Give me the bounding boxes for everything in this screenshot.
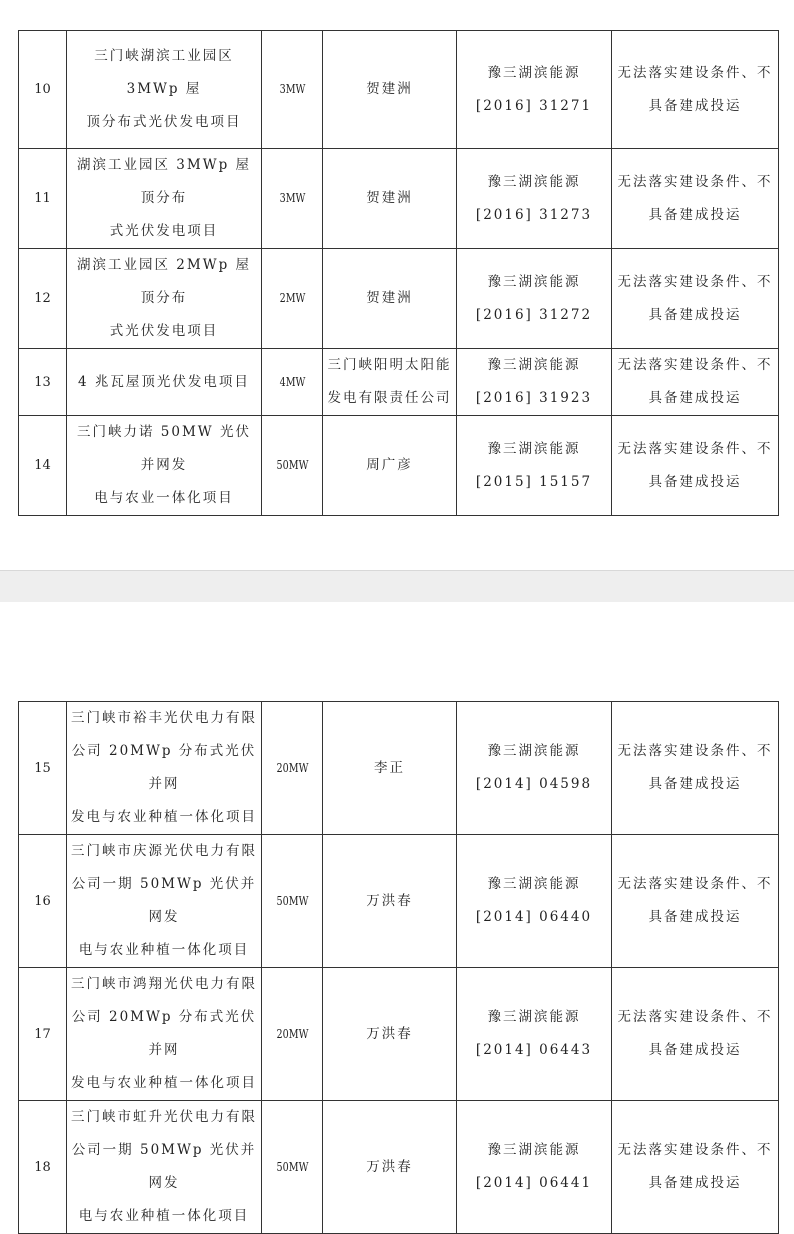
capacity-cell: 3MW <box>268 31 317 149</box>
capacity-cell: 50MW <box>268 1101 317 1234</box>
table-row <box>19 149 779 249</box>
table-row <box>19 835 779 968</box>
project-table-page-2 <box>18 701 779 1234</box>
table-row <box>19 349 779 416</box>
owner-cell: 周广彦 <box>323 416 457 516</box>
table-row <box>19 968 779 1101</box>
revocation-reason-cell: 无法落实建设条件、不 具备建成投运 <box>612 835 779 968</box>
capacity-cell: 50MW <box>268 416 317 516</box>
revocation-reason-cell: 无法落实建设条件、不 具备建成投运 <box>612 968 779 1101</box>
owner-cell: 万洪春 <box>323 968 457 1101</box>
revocation-reason-cell: 无法落实建设条件、不 具备建成投运 <box>612 149 779 249</box>
row-number-cell: 16 <box>19 835 67 968</box>
approval-number-cell: 豫三湖滨能源 [2014] 06441 <box>457 1101 612 1234</box>
project-name-cell: 三门峡湖滨工业园区 3MWp 屋 顶分布式光伏发电项目 <box>67 31 262 149</box>
project-name-cell: 三门峡市庆源光伏电力有限 公司一期 50MWp 光伏并网发 电与农业种植一体化项目 <box>67 835 262 968</box>
capacity-cell: 50MW <box>268 835 317 968</box>
approval-number-cell: 豫三湖滨能源 [2015] 15157 <box>457 416 612 516</box>
revocation-reason-cell: 无法落实建设条件、不 具备建成投运 <box>612 249 779 349</box>
capacity-cell: 20MW <box>268 968 317 1101</box>
row-number-cell: 12 <box>19 249 67 349</box>
approval-number-cell: 豫三湖滨能源 [2016] 31273 <box>457 149 612 249</box>
owner-cell: 万洪春 <box>323 835 457 968</box>
owner-cell: 贺建洲 <box>323 149 457 249</box>
capacity-cell: 4MW <box>268 349 317 416</box>
revocation-reason-cell: 无法落实建设条件、不 具备建成投运 <box>612 31 779 149</box>
table-row <box>19 249 779 349</box>
revocation-reason-cell: 无法落实建设条件、不 具备建成投运 <box>612 349 779 416</box>
project-name-cell: 湖滨工业园区 2MWp 屋顶分布 式光伏发电项目 <box>67 249 262 349</box>
project-name-cell: 三门峡市虹升光伏电力有限 公司一期 50MWp 光伏并网发 电与农业种植一体化项目 <box>67 1101 262 1234</box>
row-number-cell: 10 <box>19 31 67 149</box>
owner-cell: 贺建洲 <box>323 249 457 349</box>
table-row <box>19 416 779 516</box>
project-name-cell: 三门峡市鸿翔光伏电力有限 公司 20MWp 分布式光伏并网 发电与农业种植一体化项目 <box>67 968 262 1101</box>
revocation-reason-cell: 无法落实建设条件、不 具备建成投运 <box>612 1101 779 1234</box>
table-row <box>19 31 779 149</box>
project-table-page-1 <box>18 30 779 516</box>
row-number-cell: 11 <box>19 149 67 249</box>
table-row <box>19 1101 779 1234</box>
approval-number-cell: 豫三湖滨能源 [2014] 06440 <box>457 835 612 968</box>
approval-number-cell: 豫三湖滨能源 [2014] 04598 <box>457 702 612 835</box>
approval-number-cell: 豫三湖滨能源 [2016] 31272 <box>457 249 612 349</box>
owner-cell: 三门峡阳明太阳能 发电有限责任公司 <box>323 349 457 416</box>
owner-cell: 李正 <box>323 702 457 835</box>
table-row <box>19 702 779 835</box>
approval-number-cell: 豫三湖滨能源 [2016] 31271 <box>457 31 612 149</box>
row-number-cell: 18 <box>19 1101 67 1234</box>
owner-cell: 万洪春 <box>323 1101 457 1234</box>
row-number-cell: 13 <box>19 349 67 416</box>
page-separator <box>0 570 794 602</box>
approval-number-cell: 豫三湖滨能源 [2016] 31923 <box>457 349 612 416</box>
row-number-cell: 15 <box>19 702 67 835</box>
project-name-cell: 三门峡力诺 50MW 光伏并网发 电与农业一体化项目 <box>67 416 262 516</box>
revocation-reason-cell: 无法落实建设条件、不 具备建成投运 <box>612 702 779 835</box>
revocation-reason-cell: 无法落实建设条件、不 具备建成投运 <box>612 416 779 516</box>
row-number-cell: 14 <box>19 416 67 516</box>
approval-number-cell: 豫三湖滨能源 [2014] 06443 <box>457 968 612 1101</box>
project-name-cell: 4 兆瓦屋顶光伏发电项目 <box>67 349 262 416</box>
capacity-cell: 20MW <box>268 702 317 835</box>
capacity-cell: 2MW <box>268 249 317 349</box>
project-name-cell: 三门峡市裕丰光伏电力有限 公司 20MWp 分布式光伏并网 发电与农业种植一体化项目 <box>67 702 262 835</box>
owner-cell: 贺建洲 <box>323 31 457 149</box>
capacity-cell: 3MW <box>268 149 317 249</box>
project-name-cell: 湖滨工业园区 3MWp 屋顶分布 式光伏发电项目 <box>67 149 262 249</box>
row-number-cell: 17 <box>19 968 67 1101</box>
